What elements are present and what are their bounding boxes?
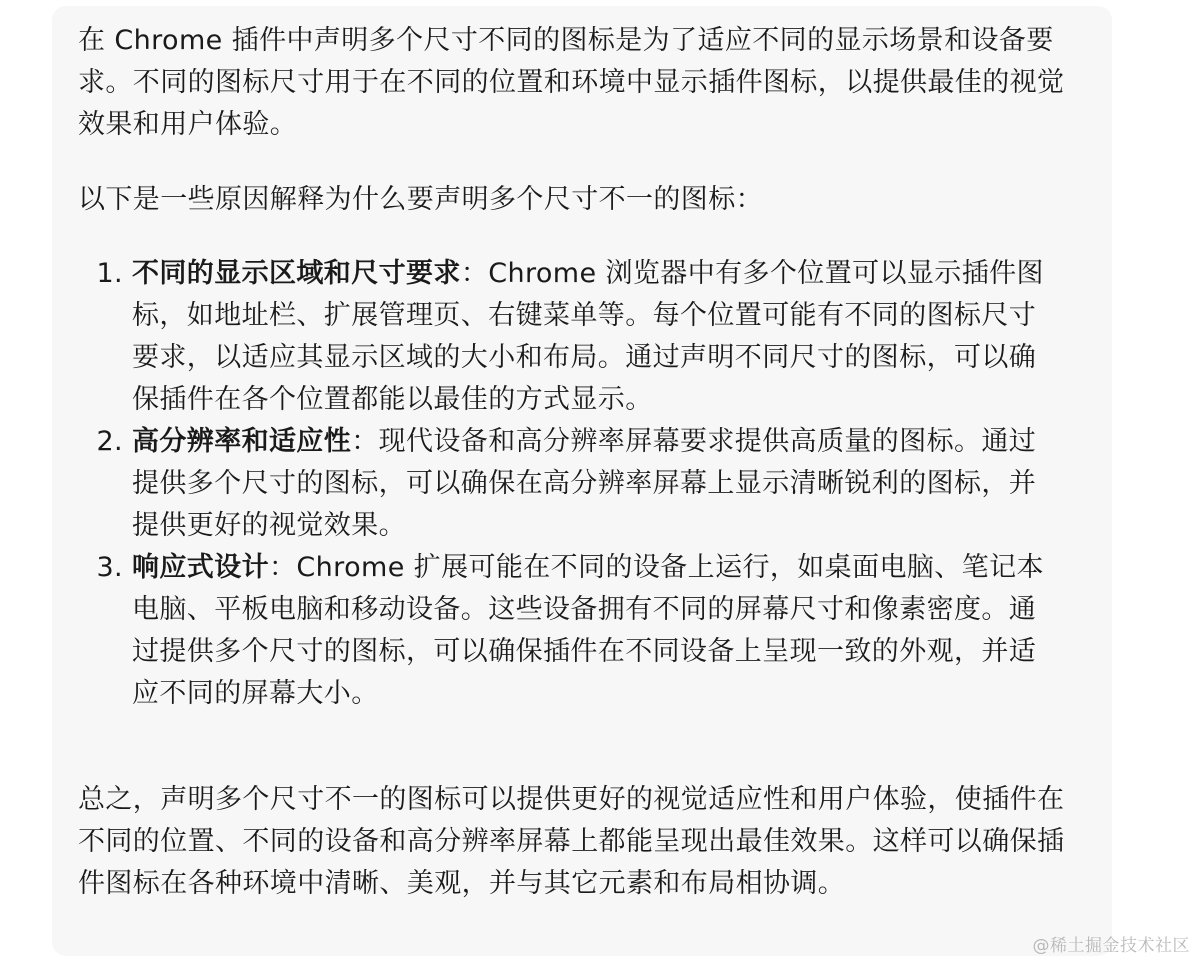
list-item-title: 响应式设计 — [132, 552, 269, 583]
watermark: @稀土掘金技术社区 — [1032, 936, 1190, 956]
lead-paragraph: 以下是一些原因解释为什么要声明多个尺寸不一的图标： — [78, 184, 763, 215]
list-item-body: ：Chrome 扩展可能在不同的设备上运行，如桌面电脑、笔记本电脑、平板电脑和移动设备。这些设备拥有不同的屏幕尺寸和像素密度。通过提供多个尺寸的图标，可以确保插件在不同设备上呈现一致的外观，并适应不同的屏幕大小。 — [132, 552, 1044, 709]
intro-paragraph: 在 Chrome 插件中声明多个尺寸不同的图标是为了适应不同的显示场景和设备要求。不同的图标尺寸用于在不同的位置和环境中显示插件图标，以提供最佳的视觉效果和用户体验。 — [78, 25, 1065, 140]
list-item-body: ：Chrome 浏览器中有多个位置可以显示插件图标，如地址栏、扩展管理页、右键菜单等。每个位置可能有不同的图标尺寸要求，以适应其显示区域的大小和布局。通过声明不同尺寸的图标，可以确保插件在各个位置都能以最佳的方式显示。 — [132, 258, 1044, 415]
summary-paragraph: 总之，声明多个尺寸不一的图标可以提供更好的视觉适应性和用户体验，使插件在不同的位置、不同的设备和高分辨率屏幕上都能呈现出最佳效果。这样可以确保插件图标在各种环境中清晰、美观，并与其它元素和布局相协调。 — [78, 784, 1065, 899]
list-item-body: ：现代设备和高分辨率屏幕要求提供高质量的图标。通过提供多个尺寸的图标，可以确保在高分辨率屏幕上显示清晰锐利的图标，并提供更好的视觉效果。 — [132, 426, 1037, 541]
list-item-title: 高分辨率和适应性 — [132, 426, 352, 457]
list-item — [132, 421, 1062, 547]
list-item — [132, 547, 1062, 715]
message-content — [78, 20, 1073, 905]
reasons-list — [78, 253, 1062, 715]
list-item-title: 不同的显示区域和尺寸要求 — [132, 258, 461, 289]
list-item — [132, 253, 1062, 421]
